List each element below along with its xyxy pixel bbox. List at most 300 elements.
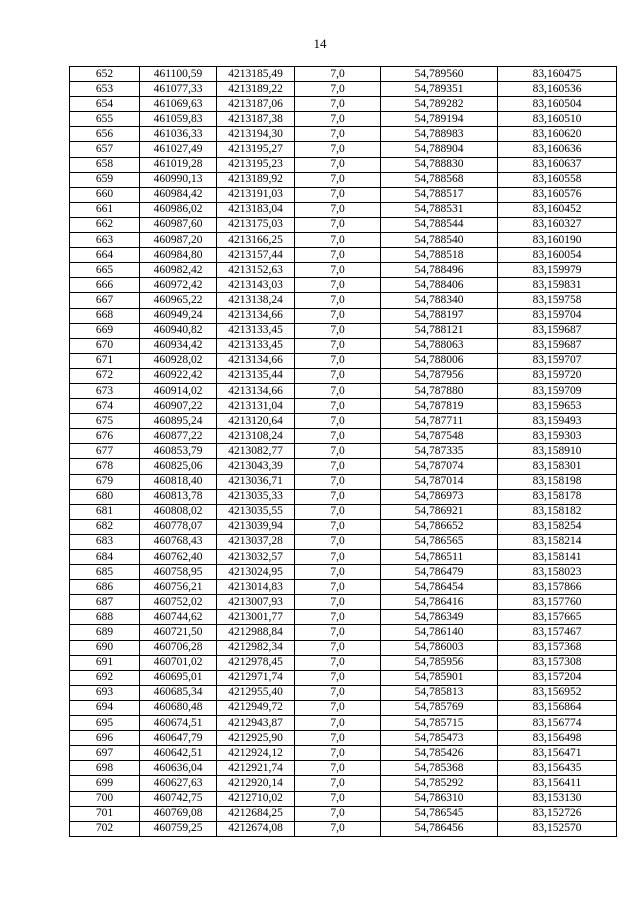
point-number-cell: 681 [70,504,140,519]
point-number-cell: 691 [70,655,140,670]
latitude-cell: 54,785813 [381,685,498,700]
latitude-cell: 54,788568 [381,172,498,187]
width-cell: 7,0 [295,263,381,278]
latitude-cell: 54,785426 [381,746,498,761]
y-coordinate-cell: 4213035,55 [217,504,295,519]
table-row [70,670,617,685]
latitude-cell: 54,788830 [381,157,498,172]
x-coordinate-cell: 461059,83 [140,112,217,127]
longitude-cell: 83,160475 [498,67,617,82]
longitude-cell: 83,156952 [498,685,617,700]
latitude-cell: 54,787819 [381,399,498,414]
longitude-cell: 83,160536 [498,82,617,97]
x-coordinate-cell: 460895,24 [140,414,217,429]
width-cell: 7,0 [295,414,381,429]
y-coordinate-cell: 4213007,93 [217,595,295,610]
width-cell: 7,0 [295,429,381,444]
longitude-cell: 83,159653 [498,399,617,414]
width-cell: 7,0 [295,625,381,640]
x-coordinate-cell: 460808,02 [140,504,217,519]
latitude-cell: 54,788496 [381,263,498,278]
point-number-cell: 700 [70,791,140,806]
width-cell: 7,0 [295,580,381,595]
x-coordinate-cell: 461100,59 [140,67,217,82]
longitude-cell: 83,159720 [498,368,617,383]
width-cell: 7,0 [295,700,381,715]
x-coordinate-cell: 460680,48 [140,700,217,715]
width-cell: 7,0 [295,640,381,655]
longitude-cell: 83,156435 [498,761,617,776]
longitude-cell: 83,158214 [498,534,617,549]
table-row [70,565,617,580]
y-coordinate-cell: 4213183,04 [217,202,295,217]
longitude-cell: 83,156498 [498,731,617,746]
point-number-cell: 671 [70,353,140,368]
latitude-cell: 54,788544 [381,217,498,232]
y-coordinate-cell: 4212924,12 [217,746,295,761]
point-number-cell: 686 [70,580,140,595]
width-cell: 7,0 [295,217,381,232]
width-cell: 7,0 [295,595,381,610]
point-number-cell: 693 [70,685,140,700]
x-coordinate-cell: 460907,22 [140,399,217,414]
width-cell: 7,0 [295,459,381,474]
point-number-cell: 694 [70,700,140,715]
latitude-cell: 54,789351 [381,82,498,97]
point-number-cell: 697 [70,746,140,761]
x-coordinate-cell: 460984,80 [140,248,217,263]
y-coordinate-cell: 4213032,57 [217,550,295,565]
latitude-cell: 54,786454 [381,580,498,595]
latitude-cell: 54,786140 [381,625,498,640]
y-coordinate-cell: 4212710,02 [217,791,295,806]
y-coordinate-cell: 4212955,40 [217,685,295,700]
longitude-cell: 83,157308 [498,655,617,670]
width-cell: 7,0 [295,142,381,157]
y-coordinate-cell: 4213134,66 [217,383,295,398]
x-coordinate-cell: 461019,28 [140,157,217,172]
longitude-cell: 83,160190 [498,233,617,248]
width-cell: 7,0 [295,97,381,112]
x-coordinate-cell: 461069,63 [140,97,217,112]
x-coordinate-cell: 460701,02 [140,655,217,670]
point-number-cell: 702 [70,821,140,836]
longitude-cell: 83,156864 [498,700,617,715]
latitude-cell: 54,787711 [381,414,498,429]
width-cell: 7,0 [295,444,381,459]
latitude-cell: 54,785956 [381,655,498,670]
point-number-cell: 670 [70,338,140,353]
y-coordinate-cell: 4213185,49 [217,67,295,82]
latitude-cell: 54,788904 [381,142,498,157]
point-number-cell: 669 [70,323,140,338]
width-cell: 7,0 [295,519,381,534]
x-coordinate-cell: 460744,62 [140,610,217,625]
y-coordinate-cell: 4212978,45 [217,655,295,670]
x-coordinate-cell: 460642,51 [140,746,217,761]
longitude-cell: 83,152726 [498,806,617,821]
width-cell: 7,0 [295,323,381,338]
width-cell: 7,0 [295,821,381,836]
y-coordinate-cell: 4213134,66 [217,308,295,323]
point-number-cell: 701 [70,806,140,821]
longitude-cell: 83,157467 [498,625,617,640]
x-coordinate-cell: 460778,07 [140,519,217,534]
latitude-cell: 54,787956 [381,368,498,383]
longitude-cell: 83,159687 [498,323,617,338]
x-coordinate-cell: 460928,02 [140,353,217,368]
x-coordinate-cell: 460647,79 [140,731,217,746]
point-number-cell: 690 [70,640,140,655]
table-row [70,534,617,549]
table-row [70,459,617,474]
table-row [70,761,617,776]
width-cell: 7,0 [295,127,381,142]
point-number-cell: 698 [70,761,140,776]
width-cell: 7,0 [295,368,381,383]
y-coordinate-cell: 4213133,45 [217,323,295,338]
longitude-cell: 83,158254 [498,519,617,534]
latitude-cell: 54,789282 [381,97,498,112]
table-row [70,700,617,715]
point-number-cell: 674 [70,399,140,414]
longitude-cell: 83,159687 [498,338,617,353]
latitude-cell: 54,788518 [381,248,498,263]
point-number-cell: 665 [70,263,140,278]
longitude-cell: 83,159831 [498,278,617,293]
y-coordinate-cell: 4213189,22 [217,82,295,97]
table-row [70,127,617,142]
x-coordinate-cell: 460922,42 [140,368,217,383]
latitude-cell: 54,786416 [381,595,498,610]
point-number-cell: 679 [70,474,140,489]
y-coordinate-cell: 4212988,84 [217,625,295,640]
latitude-cell: 54,785292 [381,776,498,791]
table-row [70,97,617,112]
x-coordinate-cell: 460949,24 [140,308,217,323]
point-number-cell: 666 [70,278,140,293]
x-coordinate-cell: 460813,78 [140,489,217,504]
table-row [70,263,617,278]
y-coordinate-cell: 4212925,90 [217,731,295,746]
latitude-cell: 54,786545 [381,806,498,821]
point-number-cell: 680 [70,489,140,504]
latitude-cell: 54,786456 [381,821,498,836]
table-row [70,323,617,338]
latitude-cell: 54,788406 [381,278,498,293]
latitude-cell: 54,786973 [381,489,498,504]
latitude-cell: 54,785368 [381,761,498,776]
x-coordinate-cell: 460965,22 [140,293,217,308]
longitude-cell: 83,159758 [498,293,617,308]
y-coordinate-cell: 4213134,66 [217,353,295,368]
x-coordinate-cell: 460972,42 [140,278,217,293]
width-cell: 7,0 [295,202,381,217]
x-coordinate-cell: 460987,60 [140,217,217,232]
y-coordinate-cell: 4212921,74 [217,761,295,776]
point-number-cell: 683 [70,534,140,549]
latitude-cell: 54,788063 [381,338,498,353]
width-cell: 7,0 [295,399,381,414]
longitude-cell: 83,158178 [498,489,617,504]
y-coordinate-cell: 4213157,44 [217,248,295,263]
longitude-cell: 83,159709 [498,383,617,398]
width-cell: 7,0 [295,610,381,625]
point-number-cell: 688 [70,610,140,625]
point-number-cell: 663 [70,233,140,248]
x-coordinate-cell: 460758,95 [140,565,217,580]
y-coordinate-cell: 4213036,71 [217,474,295,489]
width-cell: 7,0 [295,489,381,504]
longitude-cell: 83,160054 [498,248,617,263]
latitude-cell: 54,787880 [381,383,498,398]
width-cell: 7,0 [295,474,381,489]
y-coordinate-cell: 4213131,04 [217,399,295,414]
point-number-cell: 678 [70,459,140,474]
longitude-cell: 83,159707 [498,353,617,368]
table-row [70,595,617,610]
y-coordinate-cell: 4213166,25 [217,233,295,248]
longitude-cell: 83,160452 [498,202,617,217]
longitude-cell: 83,158141 [498,550,617,565]
table-row [70,338,617,353]
x-coordinate-cell: 460685,34 [140,685,217,700]
width-cell: 7,0 [295,534,381,549]
y-coordinate-cell: 4212684,25 [217,806,295,821]
x-coordinate-cell: 460825,06 [140,459,217,474]
page-number: 14 [313,36,327,51]
x-coordinate-cell: 460674,51 [140,716,217,731]
y-coordinate-cell: 4212971,74 [217,670,295,685]
longitude-cell: 83,158023 [498,565,617,580]
x-coordinate-cell: 460853,79 [140,444,217,459]
y-coordinate-cell: 4213152,63 [217,263,295,278]
latitude-cell: 54,788197 [381,308,498,323]
latitude-cell: 54,787335 [381,444,498,459]
y-coordinate-cell: 4213001,77 [217,610,295,625]
y-coordinate-cell: 4212982,34 [217,640,295,655]
latitude-cell: 54,785901 [381,670,498,685]
x-coordinate-cell: 460759,25 [140,821,217,836]
longitude-cell: 83,160327 [498,217,617,232]
table-row [70,278,617,293]
table-row [70,157,617,172]
table-row [70,821,617,836]
table-row [70,368,617,383]
table-row [70,519,617,534]
table-row [70,429,617,444]
x-coordinate-cell: 460987,20 [140,233,217,248]
y-coordinate-cell: 4213082,77 [217,444,295,459]
point-number-cell: 660 [70,187,140,202]
latitude-cell: 54,788340 [381,293,498,308]
width-cell: 7,0 [295,731,381,746]
latitude-cell: 54,786921 [381,504,498,519]
table-row [70,716,617,731]
width-cell: 7,0 [295,233,381,248]
latitude-cell: 54,786349 [381,610,498,625]
y-coordinate-cell: 4213014,83 [217,580,295,595]
longitude-cell: 83,158182 [498,504,617,519]
point-number-cell: 673 [70,383,140,398]
point-number-cell: 668 [70,308,140,323]
y-coordinate-cell: 4212943,87 [217,716,295,731]
table-row [70,474,617,489]
x-coordinate-cell: 460982,42 [140,263,217,278]
y-coordinate-cell: 4213195,27 [217,142,295,157]
y-coordinate-cell: 4213194,30 [217,127,295,142]
y-coordinate-cell: 4213035,33 [217,489,295,504]
point-number-cell: 653 [70,82,140,97]
longitude-cell: 83,156774 [498,716,617,731]
width-cell: 7,0 [295,82,381,97]
point-number-cell: 667 [70,293,140,308]
point-number-cell: 656 [70,127,140,142]
width-cell: 7,0 [295,157,381,172]
latitude-cell: 54,785473 [381,731,498,746]
y-coordinate-cell: 4212920,14 [217,776,295,791]
y-coordinate-cell: 4213039,94 [217,519,295,534]
table-row [70,202,617,217]
width-cell: 7,0 [295,716,381,731]
longitude-cell: 83,160558 [498,172,617,187]
table-row [70,82,617,97]
table-row [70,685,617,700]
y-coordinate-cell: 4213195,23 [217,157,295,172]
latitude-cell: 54,786565 [381,534,498,549]
latitude-cell: 54,788531 [381,202,498,217]
y-coordinate-cell: 4213143,03 [217,278,295,293]
longitude-cell: 83,157368 [498,640,617,655]
table-row [70,293,617,308]
latitude-cell: 54,786310 [381,791,498,806]
width-cell: 7,0 [295,248,381,263]
longitude-cell: 83,153130 [498,791,617,806]
point-number-cell: 692 [70,670,140,685]
x-coordinate-cell: 460762,40 [140,550,217,565]
y-coordinate-cell: 4213024,95 [217,565,295,580]
longitude-cell: 83,157760 [498,595,617,610]
longitude-cell: 83,160504 [498,97,617,112]
y-coordinate-cell: 4213133,45 [217,338,295,353]
latitude-cell: 54,786003 [381,640,498,655]
x-coordinate-cell: 461027,49 [140,142,217,157]
width-cell: 7,0 [295,67,381,82]
latitude-cell: 54,788983 [381,127,498,142]
x-coordinate-cell: 460986,02 [140,202,217,217]
point-number-cell: 685 [70,565,140,580]
latitude-cell: 54,789194 [381,112,498,127]
x-coordinate-cell: 460695,01 [140,670,217,685]
point-number-cell: 658 [70,157,140,172]
latitude-cell: 54,789560 [381,67,498,82]
width-cell: 7,0 [295,338,381,353]
table-row [70,248,617,263]
y-coordinate-cell: 4213189,92 [217,172,295,187]
x-coordinate-cell: 460756,21 [140,580,217,595]
point-number-cell: 662 [70,217,140,232]
point-number-cell: 675 [70,414,140,429]
point-number-cell: 657 [70,142,140,157]
point-number-cell: 652 [70,67,140,82]
table-row [70,655,617,670]
x-coordinate-cell: 460636,04 [140,761,217,776]
longitude-cell: 83,160510 [498,112,617,127]
table-row [70,746,617,761]
longitude-cell: 83,157665 [498,610,617,625]
longitude-cell: 83,159303 [498,429,617,444]
point-number-cell: 676 [70,429,140,444]
width-cell: 7,0 [295,308,381,323]
table-row [70,580,617,595]
table-row [70,217,617,232]
table-row [70,776,617,791]
point-number-cell: 654 [70,97,140,112]
latitude-cell: 54,788121 [381,323,498,338]
y-coordinate-cell: 4213175,03 [217,217,295,232]
latitude-cell: 54,786652 [381,519,498,534]
x-coordinate-cell: 460752,02 [140,595,217,610]
width-cell: 7,0 [295,293,381,308]
longitude-cell: 83,157204 [498,670,617,685]
point-number-cell: 689 [70,625,140,640]
point-number-cell: 677 [70,444,140,459]
x-coordinate-cell: 460934,42 [140,338,217,353]
latitude-cell: 54,787548 [381,429,498,444]
x-coordinate-cell: 460706,28 [140,640,217,655]
latitude-cell: 54,786479 [381,565,498,580]
width-cell: 7,0 [295,172,381,187]
latitude-cell: 54,788006 [381,353,498,368]
width-cell: 7,0 [295,806,381,821]
point-number-cell: 695 [70,716,140,731]
table-row [70,414,617,429]
width-cell: 7,0 [295,353,381,368]
width-cell: 7,0 [295,504,381,519]
table-row [70,489,617,504]
x-coordinate-cell: 460742,75 [140,791,217,806]
longitude-cell: 83,158198 [498,474,617,489]
width-cell: 7,0 [295,565,381,580]
table-row [70,187,617,202]
x-coordinate-cell: 460984,42 [140,187,217,202]
table-row [70,67,617,82]
latitude-cell: 54,787074 [381,459,498,474]
y-coordinate-cell: 4213108,24 [217,429,295,444]
table-row [70,444,617,459]
width-cell: 7,0 [295,761,381,776]
point-number-cell: 682 [70,519,140,534]
y-coordinate-cell: 4213037,28 [217,534,295,549]
width-cell: 7,0 [295,655,381,670]
x-coordinate-cell: 461077,33 [140,82,217,97]
width-cell: 7,0 [295,685,381,700]
y-coordinate-cell: 4213138,24 [217,293,295,308]
latitude-cell: 54,786511 [381,550,498,565]
width-cell: 7,0 [295,187,381,202]
table-row [70,731,617,746]
table-row [70,791,617,806]
x-coordinate-cell: 460914,02 [140,383,217,398]
longitude-cell: 83,160636 [498,142,617,157]
width-cell: 7,0 [295,746,381,761]
longitude-cell: 83,157866 [498,580,617,595]
latitude-cell: 54,788517 [381,187,498,202]
longitude-cell: 83,158301 [498,459,617,474]
table-row [70,610,617,625]
point-number-cell: 687 [70,595,140,610]
y-coordinate-cell: 4213135,44 [217,368,295,383]
